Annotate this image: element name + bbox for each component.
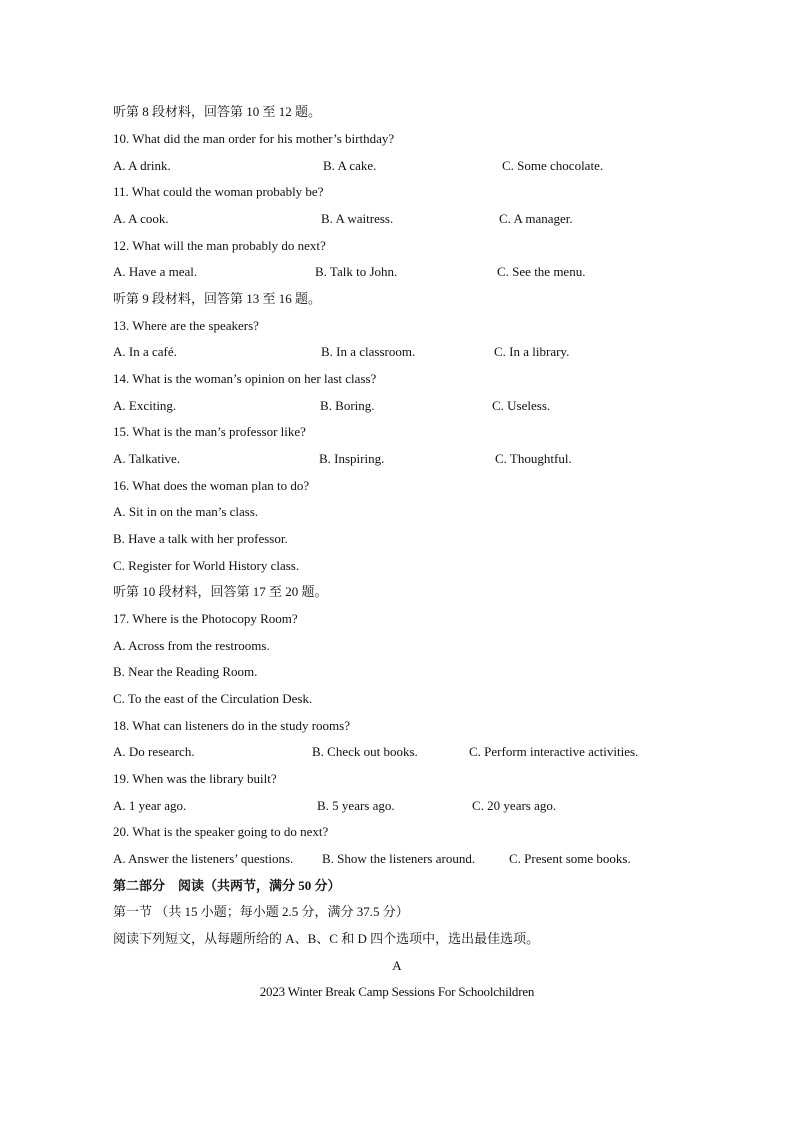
question-17: 17. Where is the Photocopy Room? — [113, 611, 298, 626]
question-15: 15. What is the man’s professor like? — [113, 424, 306, 439]
q10-option-b: B. A cake. — [323, 158, 377, 173]
q14-option-c: C. Useless. — [492, 398, 551, 413]
q18-option-a: A. Do research. — [113, 744, 195, 759]
subsection-heading: 第一节 （共 15 小题；每小题 2.5 分，满分 37.5 分） — [113, 904, 409, 919]
q16-option-c: C. Register for World History class. — [113, 558, 300, 573]
passage-title: 2023 Winter Break Camp Sessions For Schoolchildren — [259, 984, 535, 999]
q16-option-a: A. Sit in on the man’s class. — [113, 504, 259, 519]
reading-instruction: 阅读下列短文，从每题所给的 A、B、C 和 D 四个选项中，选出最佳选项。 — [113, 931, 540, 946]
q16-option-b: B. Have a talk with her professor. — [113, 531, 288, 546]
q18-option-b: B. Check out books. — [312, 744, 418, 759]
q13-option-a: A. In a café. — [113, 344, 177, 359]
section-instruction-10: 听第 10 段材料，回答第 17 至 20 题。 — [113, 584, 328, 599]
question-14: 14. What is the woman’s opinion on her last class? — [113, 371, 377, 386]
q19-option-a: A. 1 year ago. — [113, 798, 187, 813]
question-10: 10. What did the man order for his mother’s birthday? — [113, 131, 395, 146]
question-13: 13. Where are the speakers? — [113, 318, 259, 333]
q12-option-b: B. Talk to John. — [315, 264, 398, 279]
section-instruction-8: 听第 8 段材料，回答第 10 至 12 题。 — [113, 104, 322, 119]
question-12: 12. What will the man probably do next? — [113, 238, 326, 253]
passage-letter: A — [392, 958, 402, 973]
q19-option-b: B. 5 years ago. — [317, 798, 395, 813]
q15-option-c: C. Thoughtful. — [495, 451, 572, 466]
q20-option-b: B. Show the listeners around. — [322, 851, 476, 866]
question-11: 11. What could the woman probably be? — [113, 184, 324, 199]
q20-option-c: C. Present some books. — [509, 851, 631, 866]
q13-option-c: C. In a library. — [494, 344, 570, 359]
q12-option-a: A. Have a meal. — [113, 264, 198, 279]
q10-option-c: C. Some chocolate. — [502, 158, 604, 173]
q11-option-b: B. A waitress. — [321, 211, 394, 226]
question-16: 16. What does the woman plan to do? — [113, 478, 310, 493]
part-two-heading: 第二部分 阅读（共两节，满分 50 分） — [113, 878, 341, 893]
q14-option-a: A. Exciting. — [113, 398, 177, 413]
question-20: 20. What is the speaker going to do next? — [113, 824, 329, 839]
q19-option-c: C. 20 years ago. — [472, 798, 557, 813]
q11-option-c: C. A manager. — [499, 211, 573, 226]
q10-option-a: A. A drink. — [113, 158, 171, 173]
q11-option-a: A. A cook. — [113, 211, 169, 226]
q17-option-b: B. Near the Reading Room. — [113, 664, 258, 679]
q12-option-c: C. See the menu. — [497, 264, 586, 279]
q13-option-b: B. In a classroom. — [321, 344, 416, 359]
q14-option-b: B. Boring. — [320, 398, 375, 413]
q17-option-c: C. To the east of the Circulation Desk. — [113, 691, 313, 706]
q15-option-a: A. Talkative. — [113, 451, 181, 466]
question-18: 18. What can listeners do in the study rooms? — [113, 718, 350, 733]
q18-option-c: C. Perform interactive activities. — [469, 744, 639, 759]
q17-option-a: A. Across from the restrooms. — [113, 638, 270, 653]
question-19: 19. When was the library built? — [113, 771, 277, 786]
q15-option-b: B. Inspiring. — [319, 451, 385, 466]
q20-option-a: A. Answer the listeners’ questions. — [113, 851, 294, 866]
section-instruction-9: 听第 9 段材料，回答第 13 至 16 题。 — [113, 291, 322, 306]
